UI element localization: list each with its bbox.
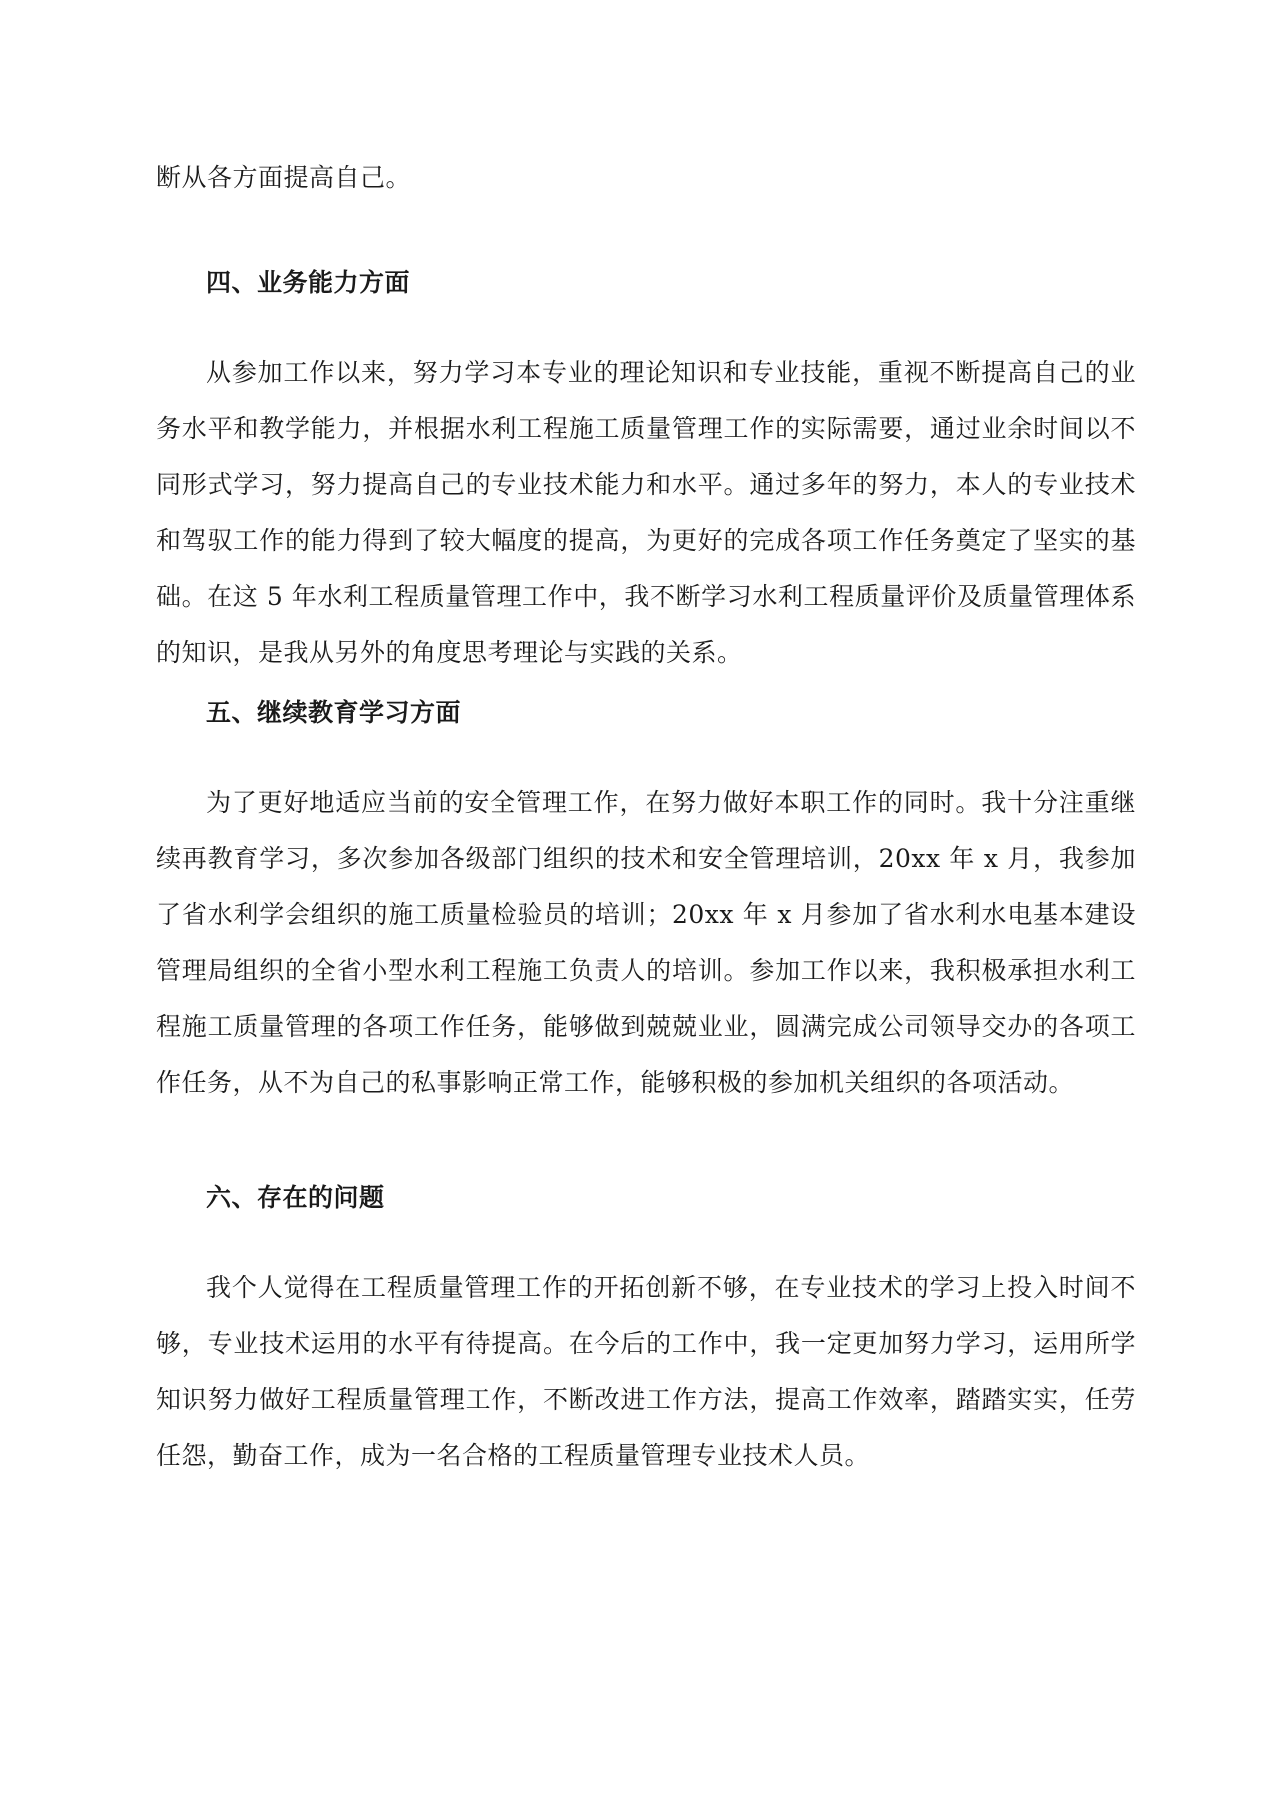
section-continuing-education (156, 685, 1136, 741)
section-business-ability (156, 255, 1136, 311)
section-business-ability-body (156, 345, 1136, 681)
section-heading: 五、继续教育学习方面 (206, 698, 462, 727)
section-problems (156, 1170, 1136, 1226)
continuation-paragraph: 断从各方面提高自己。 (156, 163, 412, 192)
section-heading: 六、存在的问题 (206, 1183, 385, 1212)
section-paragraph: 我个人觉得在工程质量管理工作的开拓创新不够，在专业技术的学习上投入时间不够，专业技术运用的水平有待提高。在今后的工作中，我一定更加努力学习，运用所学知识努力做好工程质量管理工作，不断改进工作方法，提高工作效率，踏踏实实，任劳任怨，勤奋工作，成为一名合格的工程质量管理专业技术人员。 (156, 1273, 1136, 1470)
section-problems-body (156, 1260, 1136, 1484)
section-continuing-education-body (156, 775, 1136, 1111)
continuation-block (156, 150, 1136, 206)
section-paragraph: 为了更好地适应当前的安全管理工作，在努力做好本职工作的同时。我十分注重继续再教育学习，多次参加各级部门组织的技术和安全管理培训，20xx 年 x 月，我参加了省水利学会组织的施工质量检验员的培训；20xx 年 x 月参加了省水利水电基本建设管理局组织的全省小型水利工程施工负责人的培训。参加工作以来，我积极承担水利工程施工质量管理的各项工作任务，能够做到兢兢业业，圆满完成公司领导交办的各项工作任务，从不为自己的私事影响正常工作，能够积极的参加机关组织的各项活动。 (156, 788, 1136, 1097)
section-heading: 四、业务能力方面 (206, 268, 411, 297)
section-paragraph: 从参加工作以来，努力学习本专业的理论知识和专业技能，重视不断提高自己的业务水平和教学能力，并根据水利工程施工质量管理工作的实际需要，通过业余时间以不同形式学习，努力提高自己的专业技术能力和水平。通过多年的努力，本人的专业技术和驾驭工作的能力得到了较大幅度的提高，为更好的完成各项工作任务奠定了坚实的基础。在这 5 年水利工程质量管理工作中，我不断学习水利工程质量评价及质量管理体系的知识，是我从另外的角度思考理论与实践的关系。 (156, 358, 1136, 667)
